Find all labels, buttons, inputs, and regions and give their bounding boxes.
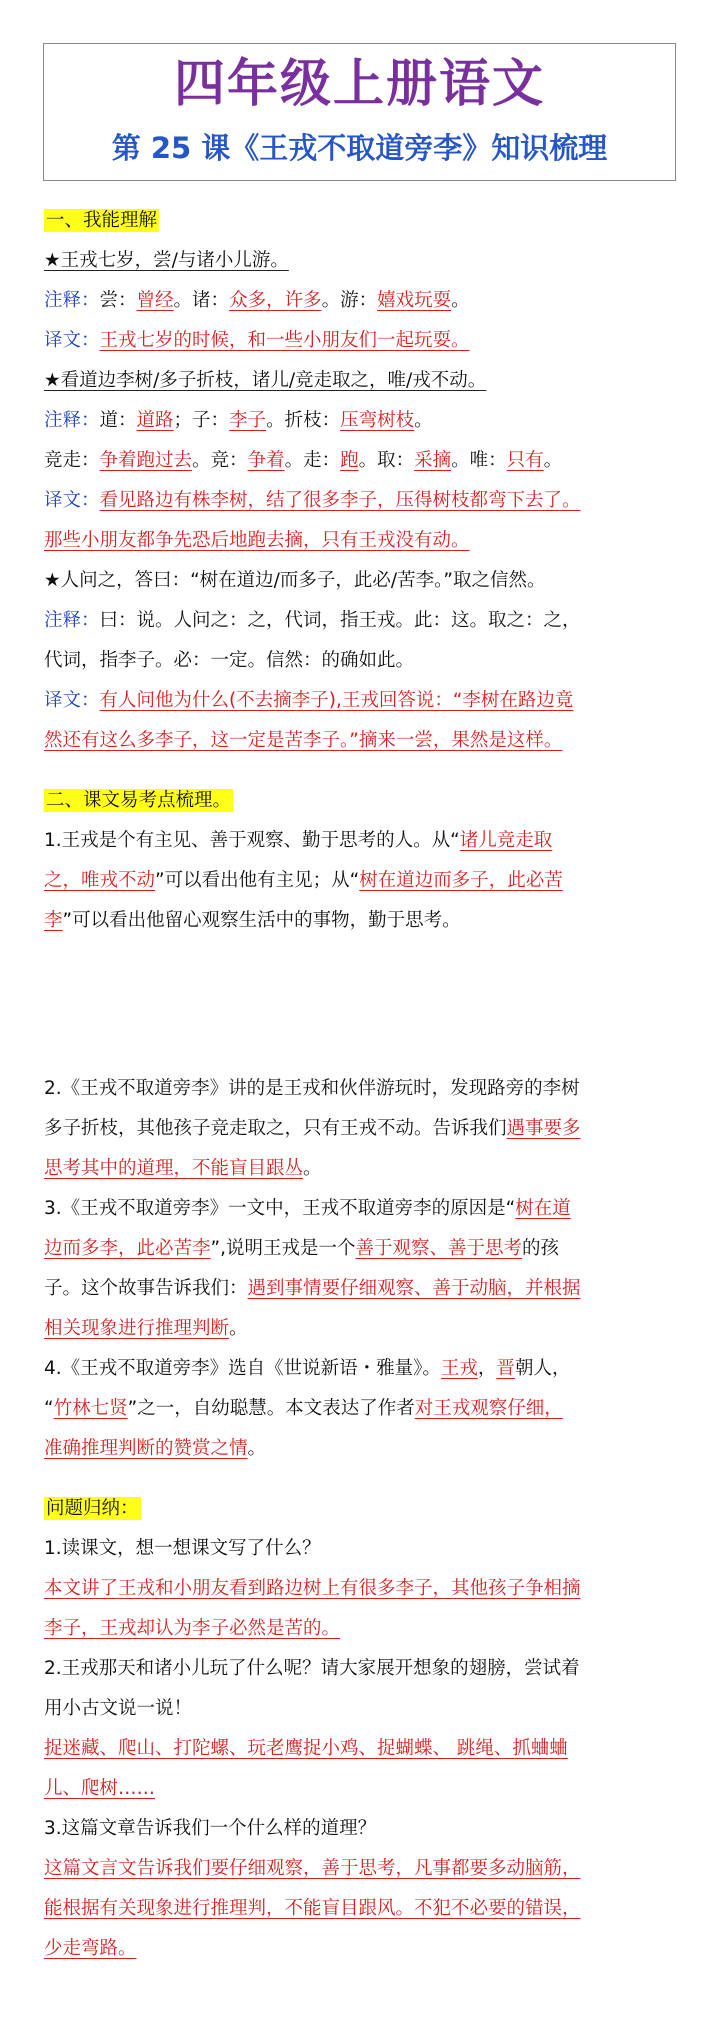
point-answer: 竹林七贤 (53, 1398, 128, 1419)
point-answer: 边而多李，此必苦李 (44, 1238, 211, 1259)
note-answer: 压弯树枝 (340, 410, 415, 431)
page-subtitle: 第 25 课《王戎不取道旁李》知识梳理 (111, 131, 608, 165)
note-text: 代词，指李子。必：一定。信然：的确如此。 (44, 650, 415, 671)
point-3-line1 (44, 1194, 699, 1224)
note-text: 。竞： (192, 450, 248, 471)
sentence-1 (44, 246, 699, 276)
question-2-line1 (44, 1654, 699, 1684)
note-text: 道： (99, 410, 137, 431)
note-text: 。 (543, 450, 563, 471)
point-answer: 遇事要多 (506, 1118, 581, 1139)
point-text: ”可以看出他有主见；从“ (155, 870, 360, 891)
point-text: 。 (247, 1438, 267, 1459)
point-3-line4 (44, 1314, 699, 1344)
question-text: 1.读课文，想一想课文写了什么？ (44, 1538, 321, 1559)
sentence-2-text: ★看道边李树/多子折枝，诸儿/竞走取之，唯/戎不动。 (44, 370, 487, 391)
point-2-line3 (44, 1154, 699, 1184)
note-text: 。诸： (173, 290, 230, 311)
note-label: 注释： (44, 610, 100, 631)
point-answer: 王戎 (440, 1358, 478, 1379)
section1-heading: 一、我能理解 (46, 210, 158, 231)
point-3-line3 (44, 1274, 699, 1304)
point-answer: 晋 (496, 1358, 515, 1379)
point-answer: 诸儿竞走取 (459, 830, 553, 851)
point-answer: 树在道边而多子，此必苦 (359, 870, 563, 891)
point-answer: 之，唯戎不动 (44, 870, 156, 891)
note-text: 。唯： (451, 450, 507, 471)
answer-text: 少走弯路。 (44, 1938, 137, 1959)
section2-heading: 二、课文易考点梳理。 (46, 790, 232, 811)
note-answer: 嬉戏玩耍 (377, 290, 452, 311)
sentence-3 (44, 566, 699, 596)
answer-1-line2 (44, 1614, 699, 1644)
title-box (43, 43, 676, 181)
note-3-line1 (44, 606, 699, 636)
section3-heading: 问题归纳： (46, 1498, 139, 1519)
translation-3-line1 (44, 686, 699, 716)
point-4-line2 (44, 1394, 699, 1424)
note-text: 。 (451, 290, 470, 311)
answer-3-line2 (44, 1894, 699, 1924)
note-text: 。游： (321, 290, 378, 311)
point-4-line3 (44, 1434, 699, 1464)
point-answer: 树在道 (515, 1198, 571, 1219)
section1-heading-line (44, 206, 699, 236)
point-text: “ (44, 1398, 54, 1419)
point-text: 朝人， (514, 1358, 571, 1379)
point-1-line3 (44, 906, 699, 936)
note-3-line2 (44, 646, 699, 676)
note-text: 尝： (99, 290, 137, 311)
note-answer: 跑 (340, 450, 359, 471)
point-2-line1 (44, 1074, 699, 1104)
point-answer: 李 (44, 910, 63, 931)
note-text: 。 (414, 410, 433, 431)
point-answer: 准确推理判断的赞赏之情 (44, 1438, 248, 1459)
answer-3-line1 (44, 1854, 699, 1884)
point-text: ”可以看出他留心观察生活中的事物，勤于思考。 (62, 910, 461, 931)
note-label: 注释： (44, 290, 100, 311)
sentence-1-text: ★王戎七岁，尝/与诸小儿游。 (44, 250, 289, 271)
note-answer: 只有 (506, 450, 544, 471)
point-answer: 对王戎观察仔细， (414, 1398, 563, 1419)
question-3 (44, 1814, 699, 1844)
translation-text: 王戎七岁的时候，和一些小朋友们一起玩耍。 (99, 330, 470, 351)
sentence-3-text: ★人问之，答曰：“树在道边/而多子，此必/苦李。”取之信然。 (44, 570, 546, 591)
note-answer: 采摘 (414, 450, 452, 471)
translation-1 (44, 326, 699, 356)
question-2-line2 (44, 1694, 699, 1724)
point-text: ， (477, 1358, 497, 1379)
point-1-line2 (44, 866, 699, 896)
point-answer: 相关现象进行推理判断 (44, 1318, 230, 1339)
note-text: 。走： (284, 450, 341, 471)
translation-label: 译文： (44, 490, 100, 511)
translation-label: 译文： (44, 330, 100, 351)
point-text: 子。这个故事告诉我们： (44, 1278, 248, 1299)
point-3-line2 (44, 1234, 699, 1264)
note-text: 竞走： (44, 450, 100, 471)
sentence-2 (44, 366, 699, 396)
point-text: 3.《王戎不取道旁李》一文中，王戎不取道旁李的原因是“ (44, 1198, 516, 1219)
answer-3-line3 (44, 1934, 699, 1964)
answer-1-line1 (44, 1574, 699, 1604)
note-text: 曰：说。人问之：之，代词，指王戎。此：这。取之：之， (99, 610, 581, 631)
note-text: 。取： (358, 450, 415, 471)
translation-text: 看见路边有株李树，结了很多李子，压得树枝都弯下去了。 (99, 490, 581, 511)
note-answer: 道路 (136, 410, 174, 431)
section3-heading-line (44, 1494, 699, 1524)
point-text: 。 (303, 1158, 322, 1179)
section2-heading-line (44, 786, 699, 816)
translation-text: 有人问他为什么(不去摘李子),王戎回答说：“李树在路边竟 (99, 690, 574, 711)
translation-label: 译文： (44, 690, 100, 711)
answer-text: 捉迷藏、爬山、打陀螺、玩老鹰捉小鸡、捉蝴蝶、 跳绳、抓蛐蛐 (44, 1738, 568, 1759)
point-text: 4.《王戎不取道旁李》选自《世说新语・雅量》。 (44, 1358, 441, 1379)
answer-text: 这篇文言文告诉我们要仔细观察，善于思考，凡事都要多动脑筋， (44, 1858, 581, 1879)
note-answer: 争着跑过去 (99, 450, 193, 471)
answer-2-line1 (44, 1734, 699, 1764)
note-text: 。折枝： (266, 410, 341, 431)
point-text: ”之一，自幼聪慧。本文表达了作者 (127, 1398, 415, 1419)
point-text: 的孩 (522, 1238, 560, 1259)
translation-text: 那些小朋友都争先恐后地跑去摘，只有王戎没有动。 (44, 530, 470, 551)
answer-text: 本文讲了王戎和小朋友看到路边树上有很多李子，其他孩子争相摘 (44, 1578, 581, 1599)
translation-2-line2 (44, 526, 699, 556)
point-text: 多子折枝，其他孩子竞走取之，只有王戎不动。告诉我们 (44, 1118, 507, 1139)
question-text: 3.这篇文章告诉我们一个什么样的道理？ (44, 1818, 377, 1839)
question-text: 2.王戎那天和诸小儿玩了什么呢？请大家展开想象的翅膀，尝试着 (44, 1658, 580, 1679)
note-1 (44, 286, 699, 316)
note-answer: 李子 (229, 410, 267, 431)
translation-2-line1 (44, 486, 699, 516)
point-4-line1 (44, 1354, 699, 1384)
answer-text: 能根据有关现象进行推理判，不能盲目跟风。不犯不必要的错误， (44, 1898, 581, 1919)
point-answer: 思考其中的道理，不能盲目跟丛 (44, 1158, 304, 1179)
point-text: ”,说明王戎是一个 (210, 1238, 356, 1259)
note-answer: 争着 (247, 450, 285, 471)
note-label: 注释： (44, 410, 100, 431)
point-text: 2.《王戎不取道旁李》讲的是王戎和伙伴游玩时，发现路旁的李树 (44, 1078, 580, 1099)
point-text: 1.王戎是个有主见、善于观察、勤于思考的人。从“ (44, 830, 460, 851)
point-answer: 善于观察、善于思考 (355, 1238, 522, 1259)
page-title: 四年级上册语文 (173, 55, 545, 114)
note-text: ；子： (173, 410, 230, 431)
point-answer: 遇到事情要仔细观察、善于动脑，并根据 (247, 1278, 581, 1299)
question-1 (44, 1534, 699, 1564)
translation-3-line2 (44, 726, 699, 756)
answer-2-line2 (44, 1774, 699, 1804)
point-text: 。 (229, 1318, 248, 1339)
question-text: 用小古文说一说！ (44, 1698, 193, 1719)
note-2 (44, 406, 699, 436)
point-1-line1 (44, 826, 699, 856)
note-answer: 曾经 (136, 290, 174, 311)
answer-text: 李子，王戎却认为李子必然是苦的。 (44, 1618, 341, 1639)
answer-text: 儿、爬树…… (44, 1778, 156, 1799)
note-answer: 众多，许多 (229, 290, 322, 311)
point-2-line2 (44, 1114, 699, 1144)
translation-text: 然还有这么多李子，这一定是苦李子。”摘来一尝，果然是这样。 (44, 730, 563, 751)
note-2b (44, 446, 699, 476)
